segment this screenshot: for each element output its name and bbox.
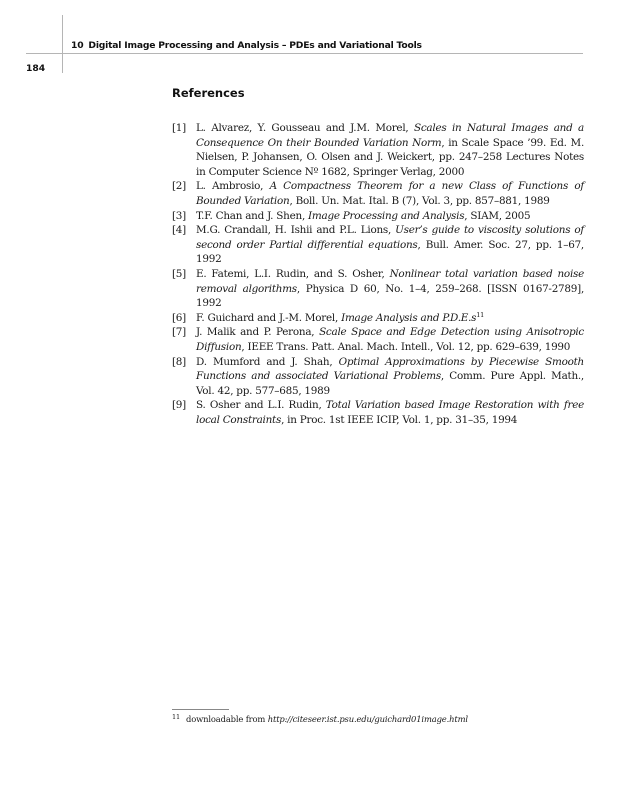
reference-title: Total Variation based Image Restoration with free local Constraints [196,399,584,426]
footnote-url-link[interactable]: http://citeseer.ist.psu.edu/guichard01image.html [267,714,468,724]
header-vertical-rule [62,15,63,73]
reference-authors: T.F. Chan and J. Shen, [196,209,309,222]
footnote-reference[interactable]: 11 [476,310,485,319]
reference-number: [2] [172,180,186,193]
reference-number: [1] [172,122,186,134]
reference-details: , SIAM, 2005 [464,209,531,222]
reference-item [172,311,584,326]
reference-title: User’s guide to viscosity solutions of second order Partial differential equations [196,224,584,251]
reference-details: , Physica D 60, No. 1–4, 259–268. [ISSN 0167-2789], 1992 [196,282,584,310]
section-title: References [172,86,245,100]
reference-number: [9] [172,399,186,412]
reference-item [172,398,584,427]
chapter-number: 10 [71,40,84,51]
footnote-text: downloadable from [185,714,268,724]
reference-authors: F. Guichard and J.-M. Morel, [196,311,342,324]
reference-details: , in Scale Space ’99. Ed. M. Nielsen, P. Johansen, O. Olsen and J. Weickert, pp. 247–258 Lectures Notes in Computer Science Nº 1682, Springer Verlag, 2000 [196,136,584,178]
reference-authors: S. Osher and L.I. Rudin, [196,399,326,412]
reference-details: , Boll. Un. Mat. Ital. B (7), Vol. 3, pp. 857–881, 1989 [289,194,550,207]
reference-number: [6] [172,311,186,324]
reference-number: [8] [172,355,186,368]
footnote [172,713,468,724]
running-header [71,40,422,51]
reference-authors: D. Mumford and J. Shah, [196,355,339,368]
reference-title: Scale Space and Edge Detection using Anisotropic Diffusion [196,326,584,353]
reference-title: Image Processing and Analysis [308,209,465,222]
reference-item [172,267,584,311]
reference-item [172,179,584,208]
footnote-rule [172,709,229,710]
reference-number: [5] [172,267,186,280]
chapter-title: Digital Image Processing and Analysis – PDEs and Variational Tools [88,40,422,51]
reference-item [172,355,584,399]
page-number: 184 [26,63,46,74]
header-horizontal-rule [26,53,583,54]
reference-title: Optimal Approximations by Piecewise Smooth Functions and associated Variational Problems [196,355,585,383]
reference-number: [7] [172,326,186,339]
reference-number: [3] [172,209,186,222]
reference-title: Nonlinear total variation based noise removal algorithms [196,267,584,295]
reference-item [172,223,584,267]
reference-details: , Bull. Amer. Soc. 27, pp. 1–67, 1992 [196,238,584,266]
reference-item [172,325,584,354]
reference-details: , in Proc. 1st IEEE ICIP, Vol. 1, pp. 31–35, 1994 [281,413,518,426]
reference-authors: L. Ambrosio, [196,180,270,193]
reference-title: A Compactness Theorem for a new Class of Functions of Bounded Variation [196,180,584,207]
reference-item [172,209,584,224]
reference-authors: J. Malik and P. Perona, [196,326,320,339]
reference-authors: L. Alvarez, Y. Gousseau and J.M. Morel, [196,122,414,134]
reference-details: , Comm. Pure Appl. Math., Vol. 42, pp. 577–685, 1989 [196,370,584,397]
reference-title: Image Analysis and P.D.E.s [341,311,477,324]
reference-details: , IEEE Trans. Patt. Anal. Mach. Intell., Vol. 12, pp. 629–639, 1990 [241,340,571,353]
reference-authors: M.G. Crandall, H. Ishii and P.L. Lions, [196,224,396,237]
reference-authors: E. Fatemi, L.I. Rudin, and S. Osher, [196,267,390,280]
reference-list [172,121,584,427]
reference-number: [4] [172,224,186,237]
reference-title: Scales in Natural Images and a Consequence On their Bounded Variation Norm [196,122,584,149]
reference-item [172,121,584,179]
footnote-mark: 11 [172,713,180,721]
